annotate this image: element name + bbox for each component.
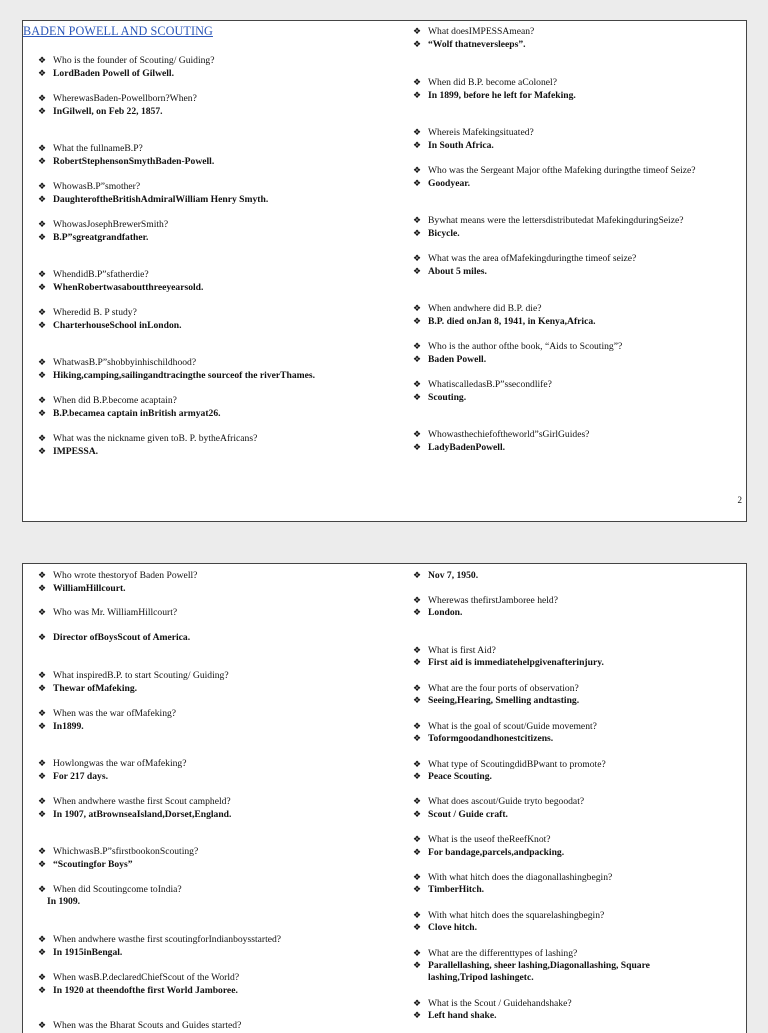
answer: ❖ CharterhouseSchool inLondon.: [38, 320, 182, 331]
question: ❖ With what hitch does the diagonallashingbegin?: [413, 872, 613, 883]
answer: ❖ In1899.: [38, 721, 84, 732]
bullet-icon: ❖: [413, 948, 422, 958]
question: ❖ When did Scoutingcome toIndia?: [38, 884, 182, 895]
answer: ❖ First aid is immediatehelpgivenafterinjury.: [413, 657, 604, 668]
answer: ❖ Scouting.: [413, 392, 467, 403]
bullet-icon: ❖: [38, 156, 47, 166]
bullet-icon: ❖: [38, 758, 47, 768]
answer: ❖ B.P.becamea captain inBritish armyat26.: [38, 408, 221, 419]
bullet-icon: ❖: [413, 140, 422, 150]
bullet-icon: ❖: [413, 733, 422, 743]
bullet-icon: ❖: [413, 303, 422, 313]
bullet-icon: ❖: [413, 721, 422, 731]
bullet-icon: ❖: [413, 872, 422, 882]
bullet-icon: ❖: [413, 228, 422, 238]
answer: ❖ About 5 miles.: [413, 266, 487, 277]
bullet-icon: ❖: [413, 392, 422, 402]
answer: ❖ Toformgoodandhonestcitizens.: [413, 733, 554, 744]
bullet-icon: ❖: [38, 607, 47, 617]
answer: ❖ IMPESSA.: [38, 446, 99, 457]
bullet-icon: ❖: [413, 759, 422, 769]
bullet-icon: ❖: [413, 960, 422, 970]
bullet-icon: ❖: [38, 194, 47, 204]
bullet-icon: ❖: [413, 26, 422, 36]
bullet-icon: ❖: [38, 683, 47, 693]
document-page-1: [22, 20, 747, 522]
bullet-icon: ❖: [413, 645, 422, 655]
answer: ❖ Nov 7, 1950.: [413, 570, 479, 581]
answer: ❖ In South Africa.: [413, 140, 494, 151]
bullet-icon: ❖: [413, 215, 422, 225]
question: ❖ What does ascout/Guide tryto begoodat?: [413, 796, 585, 807]
bullet-icon: ❖: [413, 796, 422, 806]
question: ❖ WhatwasB.P”shobbyinhischildhood?: [38, 357, 197, 368]
bullet-icon: ❖: [38, 232, 47, 242]
bullet-icon: ❖: [413, 379, 422, 389]
answer: ❖ Clove hitch.: [413, 922, 478, 933]
bullet-icon: ❖: [413, 316, 422, 326]
bullet-icon: ❖: [38, 1020, 47, 1030]
answer: ❖ Peace Scouting.: [413, 771, 492, 782]
answer: ❖ LordBaden Powell of Gilwell.: [38, 68, 174, 79]
bullet-icon: ❖: [38, 307, 47, 317]
answer: In 1909.: [47, 896, 81, 907]
bullet-icon: ❖: [38, 809, 47, 819]
question: ❖ Bywhat means were the lettersdistributedat MafekingduringSeize?: [413, 215, 684, 226]
bullet-icon: ❖: [38, 771, 47, 781]
bullet-icon: ❖: [413, 165, 422, 175]
question: ❖ WhichwasB.P”sfirstbookonScouting?: [38, 846, 199, 857]
question: ❖ What is the useof theReefKnot?: [413, 834, 551, 845]
answer: ❖ Baden Powell.: [413, 354, 487, 365]
bullet-icon: ❖: [413, 77, 422, 87]
bullet-icon: ❖: [413, 884, 422, 894]
bullet-icon: ❖: [413, 178, 422, 188]
bullet-icon: ❖: [413, 657, 422, 667]
answer: ❖ In 1907, atBrownseaIsland,Dorset,England.: [38, 809, 232, 820]
bullet-icon: ❖: [413, 570, 422, 580]
bullet-icon: ❖: [38, 106, 47, 116]
bullet-icon: ❖: [413, 998, 422, 1008]
answer: ❖ Bicycle.: [413, 228, 460, 239]
bullet-icon: ❖: [413, 595, 422, 605]
bullet-icon: ❖: [413, 771, 422, 781]
question: ❖ What is the goal of scout/Guide movement?: [413, 721, 597, 732]
bullet-icon: ❖: [38, 68, 47, 78]
answer: ❖ In 1899, before he left for Mafeking.: [413, 90, 576, 101]
bullet-icon: ❖: [38, 433, 47, 443]
bullet-icon: ❖: [38, 143, 47, 153]
bullet-icon: ❖: [38, 708, 47, 718]
answer: ❖ In 1915inBengal.: [38, 947, 123, 958]
answer: ❖ LadyBadenPowell.: [413, 442, 506, 453]
bullet-icon: ❖: [413, 695, 422, 705]
question: ❖ What are the four ports of observation?: [413, 683, 579, 694]
question: ❖ Who wrote thestoryof Baden Powell?: [38, 570, 198, 581]
answer: ❖ In 1920 at theendofthe first World Jamboree.: [38, 985, 238, 996]
question: ❖ What are the differenttypes of lashing?: [413, 948, 578, 959]
bullet-icon: ❖: [38, 282, 47, 292]
bullet-icon: ❖: [38, 947, 47, 957]
bullet-icon: ❖: [38, 583, 47, 593]
question: ❖ WhowasJosephBrewerSmith?: [38, 219, 169, 230]
bullet-icon: ❖: [38, 972, 47, 982]
bullet-icon: ❖: [38, 985, 47, 995]
question: ❖ Whowasthechiefoftheworld”sGirlGuides?: [413, 429, 590, 440]
bullet-icon: ❖: [38, 181, 47, 191]
bullet-icon: ❖: [413, 847, 422, 857]
answer-continued: lashing,Tripod lashingetc.: [428, 972, 534, 983]
bullet-icon: ❖: [413, 809, 422, 819]
question: ❖ What was the nickname given toB. P. bytheAfricans?: [38, 433, 258, 444]
question: ❖ When andwhere wasthe first scoutingforIndianboysstarted?: [38, 934, 282, 945]
bullet-icon: ❖: [413, 607, 422, 617]
document-page-2: [22, 563, 747, 1033]
question: ❖ Wheredid B. P study?: [38, 307, 137, 318]
question: ❖ What is first Aid?: [413, 645, 496, 656]
question: ❖ What was the area ofMafekingduringthe timeof seize?: [413, 253, 637, 264]
bullet-icon: ❖: [38, 632, 47, 642]
bullet-icon: ❖: [413, 39, 422, 49]
answer: ❖ For 217 days.: [38, 771, 108, 782]
answer: ❖ B.P”sgreatgrandfather.: [38, 232, 149, 243]
bullet-icon: ❖: [38, 269, 47, 279]
bullet-icon: ❖: [38, 55, 47, 65]
question: ❖ What inspiredB.P. to start Scouting/ Guiding?: [38, 670, 229, 681]
question: ❖ What type of ScoutingdidBPwant to promote?: [413, 759, 606, 770]
bullet-icon: ❖: [38, 570, 47, 580]
bullet-icon: ❖: [38, 934, 47, 944]
answer: ❖ Scout / Guide craft.: [413, 809, 508, 820]
question: ❖ WhendidB.P”sfatherdie?: [38, 269, 149, 280]
page-title: BADEN POWELL AND SCOUTING: [23, 24, 213, 38]
answer: ❖ Left hand shake.: [413, 1010, 497, 1021]
answer: ❖ Goodyear.: [413, 178, 471, 189]
question: ❖ When andwhere did B.P. die?: [413, 303, 542, 314]
bullet-icon: ❖: [38, 859, 47, 869]
answer: ❖ “Scoutingfor Boys”: [38, 859, 133, 870]
question: ❖ With what hitch does the squarelashingbegin?: [413, 910, 605, 921]
bullet-icon: ❖: [413, 429, 422, 439]
question: ❖ Who is the author ofthe book, “Aids to Scouting”?: [413, 341, 623, 352]
bullet-icon: ❖: [413, 253, 422, 263]
question: ❖ WhowasB.P”smother?: [38, 181, 141, 192]
bullet-icon: ❖: [38, 721, 47, 731]
bullet-icon: ❖: [38, 93, 47, 103]
bullet-icon: ❖: [38, 670, 47, 680]
answer: ❖ Hiking,camping,sailingandtracingthe sourceof the riverThames.: [38, 370, 316, 381]
answer: ❖ “Wolf thatneversleeps”.: [413, 39, 526, 50]
answer: ❖ Thewar ofMafeking.: [38, 683, 138, 694]
bullet-icon: ❖: [38, 219, 47, 229]
page-number: 2: [737, 495, 742, 505]
bullet-icon: ❖: [38, 846, 47, 856]
question: ❖ Wherewas thefirstJamboree held?: [413, 595, 558, 606]
bullet-icon: ❖: [413, 442, 422, 452]
answer: ❖ For bandage,parcels,andpacking.: [413, 847, 565, 858]
question: ❖ When did B.P.become acaptain?: [38, 395, 177, 406]
bullet-icon: ❖: [38, 357, 47, 367]
bullet-icon: ❖: [413, 834, 422, 844]
question: ❖ Who is the founder of Scouting/ Guiding?: [38, 55, 215, 66]
question: ❖ When was the Bharat Scouts and Guides started?: [38, 1020, 242, 1031]
bullet-icon: ❖: [413, 354, 422, 364]
answer: ❖ RobertStephensonSmythBaden-Powell.: [38, 156, 215, 167]
question: ❖ Howlongwas the war ofMafeking?: [38, 758, 187, 769]
answer: ❖ B.P. died onJan 8, 1941, in Kenya,Africa.: [413, 316, 596, 327]
question: ❖ Whereis Mafekingsituated?: [413, 127, 534, 138]
question: ❖ When was the war ofMafeking?: [38, 708, 177, 719]
question: ❖ WherewasBaden-Powellborn?When?: [38, 93, 197, 104]
bullet-icon: ❖: [413, 266, 422, 276]
bullet-icon: ❖: [413, 127, 422, 137]
bullet-icon: ❖: [413, 341, 422, 351]
answer: ❖ Seeing,Hearing, Smelling andtasting.: [413, 695, 580, 706]
bullet-icon: ❖: [38, 370, 47, 380]
question: ❖ What the fullnameB.P?: [38, 143, 143, 154]
bullet-icon: ❖: [38, 320, 47, 330]
bullet-icon: ❖: [38, 884, 47, 894]
answer: ❖ London.: [413, 607, 463, 618]
bullet-icon: ❖: [38, 446, 47, 456]
bullet-icon: ❖: [413, 683, 422, 693]
question: ❖ Who was Mr. WilliamHillcourt?: [38, 607, 178, 618]
question: ❖ Who was the Sergeant Major ofthe Mafeking duringthe timeof Seize?: [413, 165, 696, 176]
answer: ❖ Parallellashing, sheer lashing,Diagonallashing, Square: [413, 960, 650, 971]
question: ❖ What is the Scout / Guidehandshake?: [413, 998, 572, 1009]
question: ❖ WhatiscalledasB.P”ssecondlife?: [413, 379, 552, 390]
answer: ❖ Director ofBoysScout of America.: [38, 632, 191, 643]
question: ❖ When andwhere wasthe first Scout campheld?: [38, 796, 231, 807]
bullet-icon: ❖: [38, 796, 47, 806]
bullet-icon: ❖: [413, 910, 422, 920]
question: ❖ What doesIMPESSAmean?: [413, 26, 535, 37]
answer: ❖ DaughteroftheBritishAdmiralWilliam Henry Smyth.: [38, 194, 269, 205]
bullet-icon: ❖: [413, 90, 422, 100]
answer: ❖ TimberHitch.: [413, 884, 485, 895]
bullet-icon: ❖: [38, 408, 47, 418]
question: ❖ When wasB.P.declaredChiefScout of the World?: [38, 972, 240, 983]
question: ❖ When did B.P. become aColonel?: [413, 77, 557, 88]
bullet-icon: ❖: [413, 922, 422, 932]
answer: ❖ InGilwell, on Feb 22, 1857.: [38, 106, 163, 117]
answer: ❖ WhenRobertwasaboutthreeyearsold.: [38, 282, 204, 293]
answer: ❖ WilliamHillcourt.: [38, 583, 126, 594]
bullet-icon: ❖: [413, 1010, 422, 1020]
bullet-icon: ❖: [38, 395, 47, 405]
